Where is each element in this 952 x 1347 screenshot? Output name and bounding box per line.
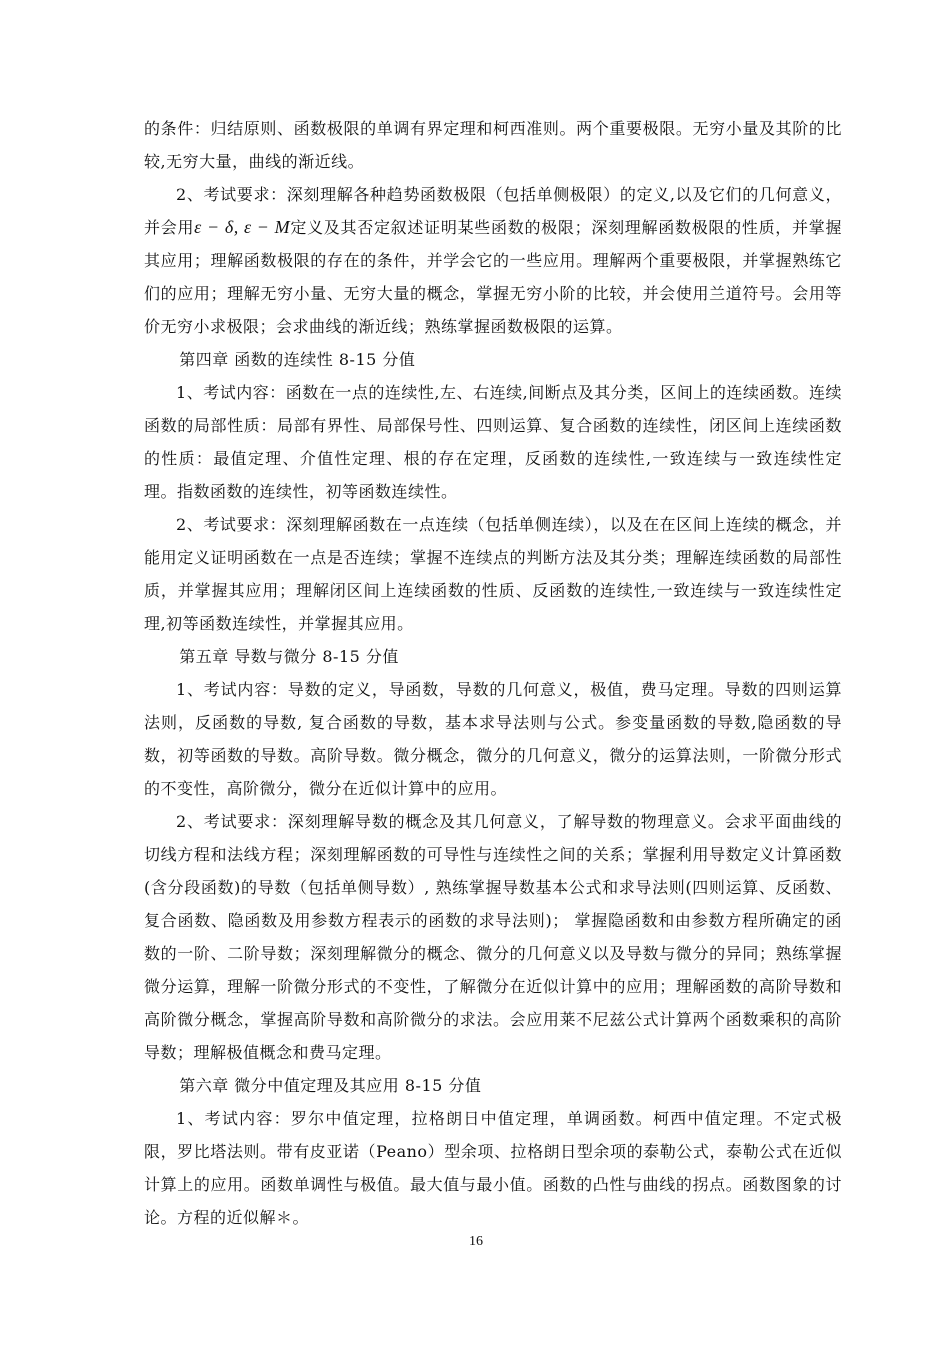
ch3-req-text-b: 定义及其否定叙述证明某些函数的极限；深刻理解函数极限的性质，并掌握其应用；理解函数极限的存在的条件，并学会它的一些应用。理解两个重要极限，并掌握熟练它们的应用；理解无穷小量、无穷大量的概念，掌握无穷小阶的比较，并会使用兰道符号。会用等价无穷小求极限；会求曲线的渐近线；熟练掌握函数极限的运算。 <box>144 218 842 336</box>
epsilon-delta-formula: ε − δ, ε − M <box>194 217 291 237</box>
paragraph-ch5-requirements: 2、考试要求：深刻理解导数的概念及其几何意义，了解导数的物理意义。会求平面曲线的切线方程和法线方程；深刻理解函数的可导性与连续性之间的关系；掌握利用导数定义计算函数(含分段函数)的导数（包括单侧导数）, 熟练掌握导数基本公式和求导法则(四则运算、反函数、复合函数、隐函数及用参数方程表示的函数的求导法则)； 掌握隐函数和由参数方程所确定的函数的一阶、二阶导数；深刻理解微分的概念、微分的几何意义以及导数与微分的异同；熟练掌握微分运算，理解一阶微分形式的不变性，了解微分在近似计算中的应用；理解函数的高阶导数和高阶微分概念，掌握高阶导数和高阶微分的求法。会应用莱不尼兹公式计算两个函数乘积的高阶导数；理解极值概念和费马定理。 <box>144 812 842 1062</box>
chapter-5-title: 第五章 导数与微分 8-15 分值 <box>179 647 399 666</box>
document-body <box>144 112 842 1234</box>
paragraph-limit-conditions: 的条件：归结原则、函数极限的单调有界定理和柯西准则。两个重要极限。无穷小量及其阶的比较,无穷大量，曲线的渐近线。 <box>144 119 842 171</box>
chapter-6-title: 第六章 微分中值定理及其应用 8-15 分值 <box>179 1076 482 1095</box>
paragraph-ch4-requirements: 2、考试要求：深刻理解函数在一点连续（包括单侧连续），以及在在区间上连续的概念，并能用定义证明函数在一点是否连续；掌握不连续点的判断方法及其分类；理解连续函数的局部性质，并掌握其应用；理解闭区间上连续函数的性质、反函数的连续性,一致连续与一致连续性定理,初等函数连续性，并掌握其应用。 <box>144 515 842 633</box>
chapter-4-title: 第四章 函数的连续性 8-15 分值 <box>179 350 416 369</box>
page-number: 16 <box>469 1234 483 1249</box>
paragraph-ch6-content: 1、考试内容：罗尔中值定理，拉格朗日中值定理，单调函数。柯西中值定理。不定式极限，罗比塔法则。带有皮亚诺（Peano）型余项、拉格朗日型余项的泰勒公式，泰勒公式在近似计算上的应用。函数单调性与极值。最大值与最小值。函数的凸性与曲线的拐点。函数图象的讨论。方程的近似解＊。 <box>144 1109 842 1227</box>
paragraph-ch3-requirements <box>144 178 842 343</box>
paragraph-ch5-content: 1、考试内容：导数的定义，导函数，导数的几何意义，极值，费马定理。导数的四则运算法则，反函数的导数, 复合函数的导数，基本求导法则与公式。参变量函数的导数,隐函数的导数，初等函数的导数。高阶导数。微分概念，微分的几何意义，微分的运算法则，一阶微分形式的不变性，高阶微分，微分在近似计算中的应用。 <box>144 680 842 798</box>
paragraph-ch4-content: 1、考试内容：函数在一点的连续性,左、右连续,间断点及其分类，区间上的连续函数。连续函数的局部性质：局部有界性、局部保号性、四则运算、复合函数的连续性，闭区间上连续函数的性质：最值定理、介值性定理、根的存在定理，反函数的连续性,一致连续与一致连续性定理。指数函数的连续性，初等函数连续性。 <box>144 383 842 501</box>
ch3-req-text-a: 2、考试要求：深刻理解各种趋势函数极限（包括单侧极限）的定义,以及它们的几何意义，并会用 <box>144 185 842 237</box>
